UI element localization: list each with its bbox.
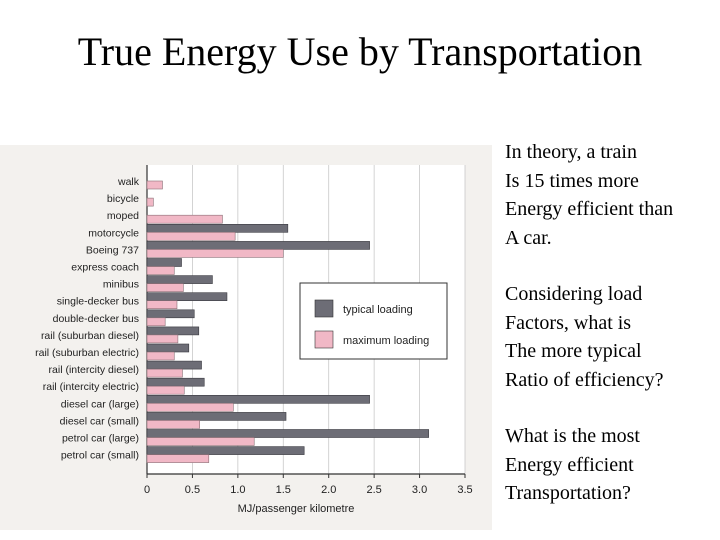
side-text: [505, 138, 717, 536]
bar-typical: [147, 395, 370, 403]
bar-maximum: [147, 267, 174, 275]
bar-maximum: [147, 403, 233, 411]
text-block-1: [505, 138, 717, 252]
bar-maximum: [147, 455, 209, 463]
bar-typical: [147, 447, 304, 455]
category-label: bicycle: [106, 193, 139, 206]
bar-typical: [147, 259, 182, 267]
text-line: The more typical: [505, 340, 642, 362]
legend-label-typical: typical loading: [343, 304, 413, 316]
bar-typical: [147, 378, 204, 386]
bar-typical: [147, 430, 429, 438]
bar-typical: [147, 310, 194, 318]
bar-maximum: [147, 215, 222, 223]
category-label: diesel car (small): [59, 415, 139, 428]
category-label: minibus: [102, 278, 139, 291]
bar-maximum: [147, 438, 254, 446]
text-line: Energy efficient: [505, 453, 634, 476]
bar-maximum: [147, 301, 177, 309]
category-label: express coach: [71, 261, 139, 274]
slide-title: True Energy Use by Transportation: [77, 29, 643, 74]
category-label: moped: [106, 210, 139, 223]
bar-typical: [147, 327, 199, 335]
bar-typical: [147, 224, 288, 232]
category-label: motorcycle: [88, 227, 139, 240]
bar-maximum: [147, 420, 200, 428]
energy-bar-chart: [0, 145, 492, 530]
text-line: Energy efficient than: [505, 198, 674, 220]
category-label: Boeing 737: [85, 244, 139, 257]
bar-maximum: [147, 181, 162, 189]
bar-maximum: [147, 369, 182, 377]
category-label: rail (intercity diesel): [48, 364, 139, 377]
bar-typical: [147, 276, 212, 284]
x-tick-label: 3.0: [411, 484, 428, 496]
bar-maximum: [147, 232, 235, 240]
text-line: In theory, a train: [505, 141, 637, 163]
bar-typical: [147, 412, 286, 420]
text-block-3: [505, 422, 717, 508]
x-tick-label: 2.5: [366, 484, 382, 496]
text-block-2: [505, 280, 717, 394]
text-line: Is 15 times more: [505, 169, 639, 192]
legend-label-maximum: maximum loading: [343, 335, 430, 347]
category-label: double-decker bus: [52, 312, 139, 325]
x-tick-label: 3.5: [457, 484, 473, 496]
category-label: single-decker bus: [56, 295, 139, 308]
text-line: Transportation?: [505, 482, 631, 504]
x-tick-label: 2.0: [321, 484, 337, 496]
category-label: rail (intercity electric): [42, 381, 139, 394]
x-tick-label: 0: [143, 484, 151, 496]
category-label: walk: [117, 176, 139, 188]
text-line: Factors, what is: [505, 311, 632, 334]
text-line: What is the most: [505, 425, 640, 447]
legend-swatch-typical: [315, 300, 333, 317]
category-label: rail (suburban electric): [35, 347, 139, 359]
category-label: diesel car (large): [60, 398, 139, 411]
x-tick-label: 1.0: [230, 484, 246, 496]
bar-typical: [147, 241, 370, 249]
bar-maximum: [147, 335, 178, 343]
bar-typical: [147, 293, 227, 301]
text-line: A car.: [505, 226, 552, 249]
legend-swatch-maximum: [315, 331, 333, 348]
category-label: petrol car (small): [60, 449, 139, 462]
bar-maximum: [147, 318, 165, 326]
x-tick-label: 1.5: [275, 484, 291, 496]
bar-maximum: [147, 386, 184, 394]
category-label: petrol car (large): [61, 432, 139, 445]
chart-panel: [0, 145, 492, 530]
x-tick-label: 0.5: [184, 484, 201, 496]
bar-maximum: [147, 198, 153, 206]
text-line: Considering load: [505, 283, 643, 305]
category-label: rail (suburban diesel): [40, 329, 139, 342]
x-axis-label: MJ/passenger kilometre: [237, 503, 355, 515]
bar-maximum: [147, 352, 174, 360]
bar-maximum: [147, 249, 283, 257]
text-line: Ratio of efficiency?: [505, 368, 664, 391]
bar-typical: [147, 361, 202, 369]
bar-maximum: [147, 284, 183, 292]
bar-typical: [147, 344, 189, 352]
